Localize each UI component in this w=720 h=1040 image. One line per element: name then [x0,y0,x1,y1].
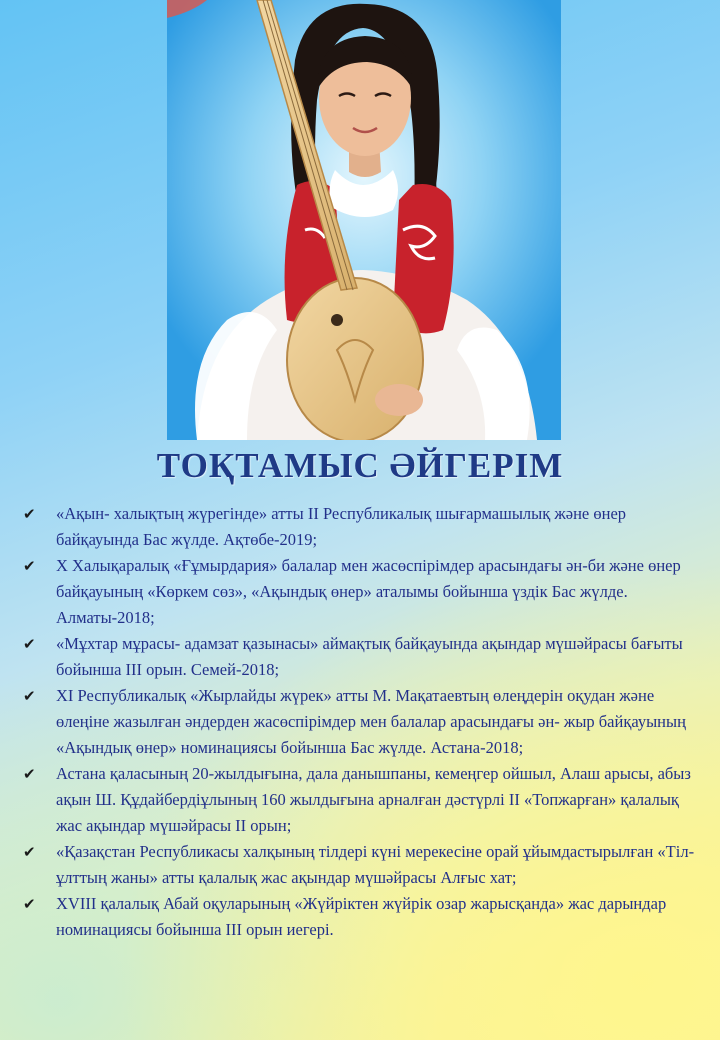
checkmark-icon: ✔ [23,687,36,705]
award-text: «Ақын- халықтың жүрегінде» атты ІІ Республикалық шығармашылық және өнер байқауында Бас жүлде. Ақтөбе-2019; [56,504,627,549]
list-item [18,553,708,631]
checkmark-icon: ✔ [23,635,36,653]
list-item [18,761,708,839]
checkmark-icon: ✔ [23,765,36,783]
portrait-photo [167,0,561,440]
award-text: ХІ Республикалық «Жырлайды жүрек» атты М. Мақатаевтың өлеңдерін оқудан және өлеңіне жазылған әндерден жасөспірімдер мен балалар арасындағы ән- жыр байқауының «Ақындық өнер» номинациясы бойынша Бас жүлде. Астана-2018; [56,686,686,757]
award-text: «Мұхтар мұрасы- адамзат қазынасы» аймақтық байқауында ақындар мүшәйрасы бағыты бойынша ІІІ орын. Семей-2018; [56,634,683,679]
award-text: «Қазақстан Республикасы халқының тілдері күні мерекесіне орай ұйымдастырылған «Тіл- ұлттың жаны» атты қалалық жас ақындар мүшәйрасы Алғыс хат; [56,842,695,887]
awards-list [18,501,708,943]
list-item [18,683,708,761]
list-item [18,501,708,553]
checkmark-icon: ✔ [23,843,36,861]
list-item [18,891,708,943]
page-title: ТОҚТАМЫС ӘЙГЕРІМ [156,446,564,485]
list-item [18,839,708,891]
checkmark-icon: ✔ [23,895,36,913]
award-text: ХVІІІ қалалық Абай оқуларының «Жүйріктен жүйрік озар жарысқанда» жас дарындар номинациясы бойынша ІІІ орын иегері. [56,894,667,939]
award-text: Х Халықаралық «Ғұмырдария» балалар мен жасөспірімдер арасындағы ән-би және өнер байқауының «Көркем сөз», «Ақындық өнер» аталымы бойынша үздік Бас жүлде. Алматы-2018; [56,556,681,627]
award-text: Астана қаласының 20-жылдығына, дала данышпаны, кемеңгер ойшыл, Алаш арысы, абыз ақын Ш. Құдайбердіұлының 160 жылдығына арналған дәстүрлі ІІ «Топжарған» қалалық жас ақындар мүшәйрасы ІІ орын; [56,764,691,835]
checkmark-icon: ✔ [23,505,36,523]
checkmark-icon: ✔ [23,557,36,575]
list-item [18,631,708,683]
